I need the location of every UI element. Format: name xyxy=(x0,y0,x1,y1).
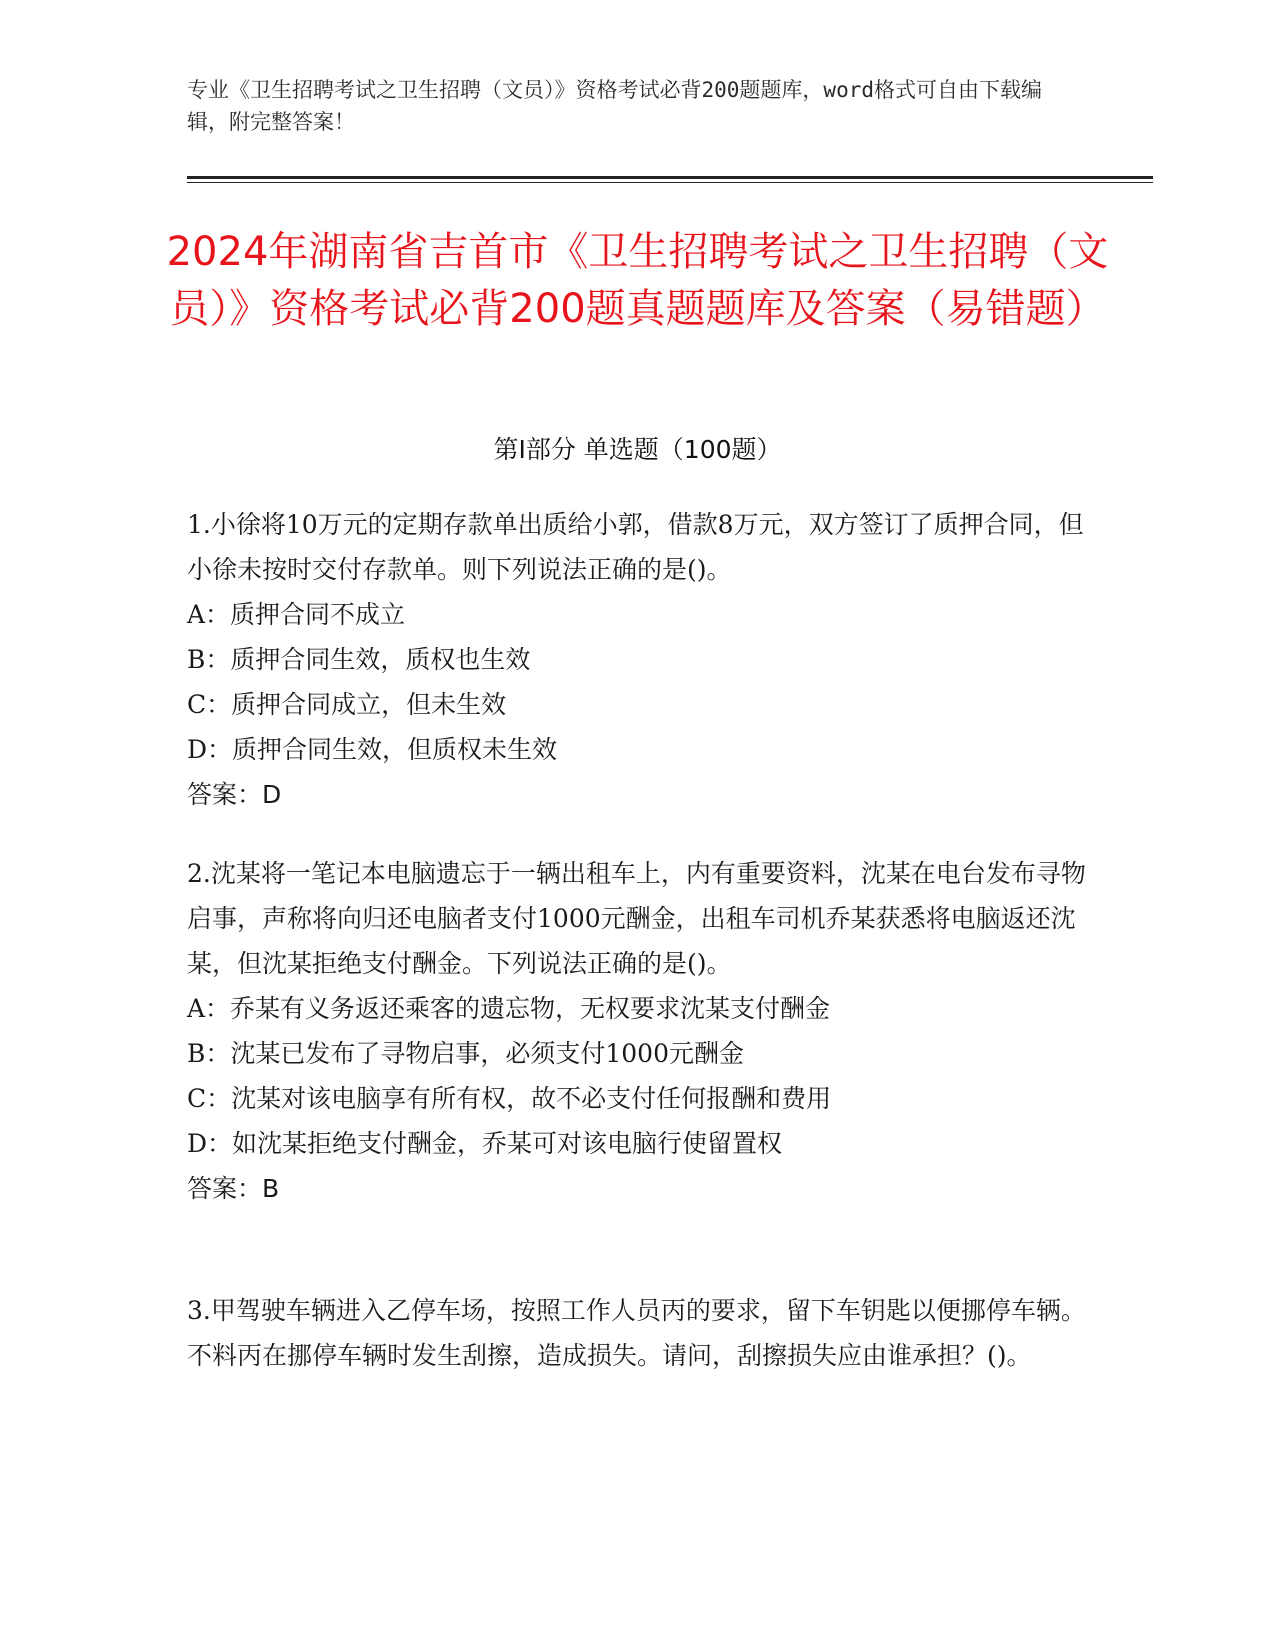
question-1 xyxy=(187,502,1087,817)
option-b: B：质押合同生效，质权也生效 xyxy=(187,645,531,674)
option-c: C：沈某对该电脑享有所有权，故不必支付任何报酬和费用 xyxy=(187,1084,832,1113)
document-title: 2024年湖南省吉首市《卫生招聘考试之卫生招聘（文员）》资格考试必背200题真题题库及答案（易错题） xyxy=(166,229,1109,332)
option-c: C：质押合同成立，但未生效 xyxy=(187,690,507,719)
option-a: A：乔某有义务返还乘客的遗忘物，无权要求沈某支付酬金 xyxy=(187,994,831,1023)
question-3 xyxy=(187,1288,1087,1378)
question-stem: 2.沈某将一笔记本电脑遗忘于一辆出租车上，内有重要资料，沈某在电台发布寻物启事，声称将向归还电脑者支付1000元酬金，出租车司机乔某获悉将电脑返还沈某，但沈某拒绝支付酬金。下列说法正确的是()。 xyxy=(187,859,1086,978)
answer-label: 答案：D xyxy=(187,780,282,809)
answer-label: 答案：B xyxy=(187,1174,280,1203)
section-title: 第Ⅰ部分 单选题（100题） xyxy=(493,435,782,464)
option-a: A：质押合同不成立 xyxy=(187,600,406,629)
question-stem: 3.甲驾驶车辆进入乙停车场，按照工作人员丙的要求，留下车钥匙以便挪停车辆。不料丙在挪停车辆时发生刮擦，造成损失。请问，刮擦损失应由谁承担？()。 xyxy=(187,1296,1086,1370)
option-b: B：沈某已发布了寻物启事，必须支付1000元酬金 xyxy=(187,1039,744,1068)
question-2 xyxy=(187,851,1087,1211)
header-rule-thin xyxy=(187,182,1153,183)
header-note: 专业《卫生招聘考试之卫生招聘（文员）》资格考试必背200题题库，word格式可自由下载编辑，附完整答案！ xyxy=(187,78,1042,134)
header-rule-thick xyxy=(187,176,1153,179)
question-stem: 1.小徐将10万元的定期存款单出质给小郭，借款8万元，双方签订了质押合同，但小徐未按时交付存款单。则下列说法正确的是()。 xyxy=(187,510,1084,584)
option-d: D：质押合同生效，但质权未生效 xyxy=(187,735,558,764)
option-d: D：如沈某拒绝支付酬金，乔某可对该电脑行使留置权 xyxy=(187,1129,783,1158)
